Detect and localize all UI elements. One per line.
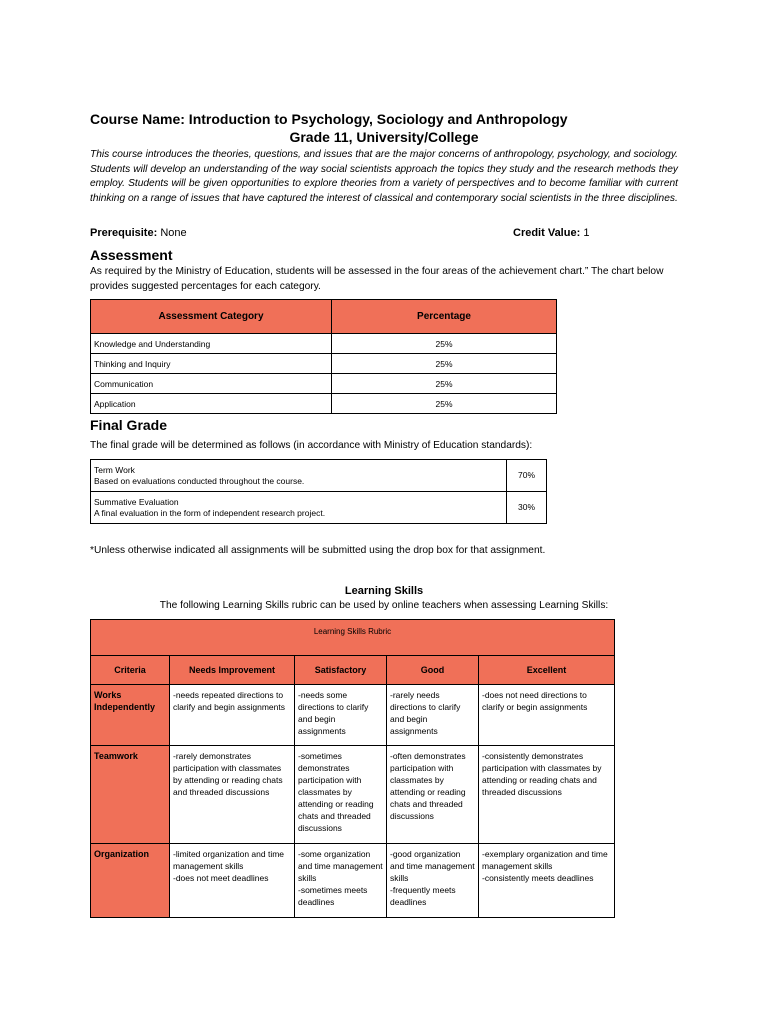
col-assessment-category: Assessment Category <box>91 300 332 334</box>
grade-component-name: Summative Evaluation <box>94 496 179 507</box>
percentage-cell: 25% <box>332 374 557 394</box>
rubric-caption: Learning Skills Rubric <box>91 620 615 656</box>
category-cell: Knowledge and Understanding <box>91 334 332 354</box>
criteria-cell: Organization <box>91 844 170 918</box>
final-grade-heading: Final Grade <box>90 417 168 433</box>
course-description: This course introduces the theories, questions, and issues that are the major concerns of anthropology, psychology, and sociology. Students will develop an understanding of the way social scientists approach the topics they study and the research methods they employ. Students will be given opportunities to explore theories from a variety of perspectives and to become familiar with current thinking on a range of issues that have captured the interest of classical and contemporary social scientists in the three disciplines. <box>90 149 678 204</box>
assessment-table <box>90 299 557 414</box>
grade-component-cell <box>91 460 507 492</box>
table-row <box>91 394 557 414</box>
course-grade-subtitle: Grade 11, University/College <box>289 129 479 145</box>
assessment-header-row <box>91 300 557 334</box>
rubric-line: -does not meet deadlines <box>173 873 269 883</box>
col-good: Good <box>387 656 479 685</box>
table-row <box>91 685 615 746</box>
col-percentage: Percentage <box>332 300 557 334</box>
rubric-line: -frequently meets deadlines <box>390 885 456 907</box>
criteria-cell: Works Independently <box>91 685 170 746</box>
good-cell <box>387 844 479 918</box>
percentage-cell: 25% <box>332 354 557 374</box>
grade-percentage-cell: 70% <box>507 460 547 492</box>
submission-note: *Unless otherwise indicated all assignments will be submitted using the drop box for that assignment. <box>90 545 546 556</box>
prerequisite-label: Prerequisite: <box>90 227 158 239</box>
needs-improvement-cell: -rarely demonstrates participation with classmates by attending or reading chats and threaded discussions <box>170 746 295 844</box>
percentage-cell: 25% <box>332 394 557 414</box>
col-excellent: Excellent <box>479 656 615 685</box>
col-needs-improvement: Needs Improvement <box>170 656 295 685</box>
satisfactory-cell: -needs some directions to clarify and begin assignments <box>295 685 387 746</box>
learning-skills-title: Learning Skills <box>344 585 424 597</box>
table-row <box>91 746 615 844</box>
col-satisfactory: Satisfactory <box>295 656 387 685</box>
table-row <box>91 460 547 492</box>
table-row <box>91 492 547 524</box>
credit-label: Credit Value: <box>513 227 581 239</box>
credit-value <box>513 227 589 239</box>
excellent-cell <box>479 844 615 918</box>
rubric-line: -exemplary organization and time management skills <box>482 849 608 871</box>
satisfactory-cell: -sometimes demonstrates participation with classmates by attending or reading chats and threaded discussions <box>295 746 387 844</box>
rubric-line: -sometimes meets deadlines <box>298 885 368 907</box>
table-row <box>91 374 557 394</box>
satisfactory-cell <box>295 844 387 918</box>
table-row <box>91 844 615 918</box>
rubric-caption-row <box>91 620 615 656</box>
needs-improvement-cell: -needs repeated directions to clarify and begin assignments <box>170 685 295 746</box>
learning-skills-rubric-table <box>90 619 615 918</box>
learning-skills-intro: The following Learning Skills rubric can be used by online teachers when assessing Learning Skills: <box>159 600 609 611</box>
criteria-cell: Teamwork <box>91 746 170 844</box>
category-cell: Thinking and Inquiry <box>91 354 332 374</box>
excellent-cell: -consistently demonstrates participation with classmates by attending or reading chats and threaded discussions <box>479 746 615 844</box>
final-grade-table <box>90 459 547 524</box>
prerequisite-value: None <box>160 227 187 239</box>
percentage-cell: 25% <box>332 334 557 354</box>
category-cell: Communication <box>91 374 332 394</box>
rubric-line: -consistently meets deadlines <box>482 873 594 883</box>
excellent-cell: -does not need directions to clarify or begin assignments <box>479 685 615 746</box>
assessment-heading: Assessment <box>90 247 173 263</box>
assessment-intro: As required by the Ministry of Education, students will be assessed in the four areas of the achievement chart.” The chart below provides suggested percentages for each category. <box>90 266 664 292</box>
grade-component-detail: Based on evaluations conducted throughout the course. <box>94 475 305 486</box>
prerequisite <box>90 227 187 239</box>
category-cell: Application <box>91 394 332 414</box>
rubric-line: -good organization and time management skills <box>390 849 475 883</box>
rubric-line: -some organization and time management skills <box>298 849 383 883</box>
grade-component-name: Term Work <box>94 464 135 475</box>
grade-component-cell <box>91 492 507 524</box>
good-cell: -often demonstrates participation with classmates by attending or reading chats and threaded discussions <box>387 746 479 844</box>
course-title: Course Name: Introduction to Psychology, Sociology and Anthropology <box>90 111 568 127</box>
table-row <box>91 334 557 354</box>
table-row <box>91 354 557 374</box>
rubric-header-row <box>91 656 615 685</box>
grade-component-detail: A final evaluation in the form of independent research project. <box>94 507 326 518</box>
col-criteria: Criteria <box>91 656 170 685</box>
final-grade-intro: The final grade will be determined as follows (in accordance with Ministry of Education standards): <box>90 440 533 451</box>
credit-number: 1 <box>583 227 590 239</box>
grade-percentage-cell: 30% <box>507 492 547 524</box>
needs-improvement-cell <box>170 844 295 918</box>
good-cell: -rarely needs directions to clarify and begin assignments <box>387 685 479 746</box>
rubric-line: -limited organization and time management skills <box>173 849 285 871</box>
